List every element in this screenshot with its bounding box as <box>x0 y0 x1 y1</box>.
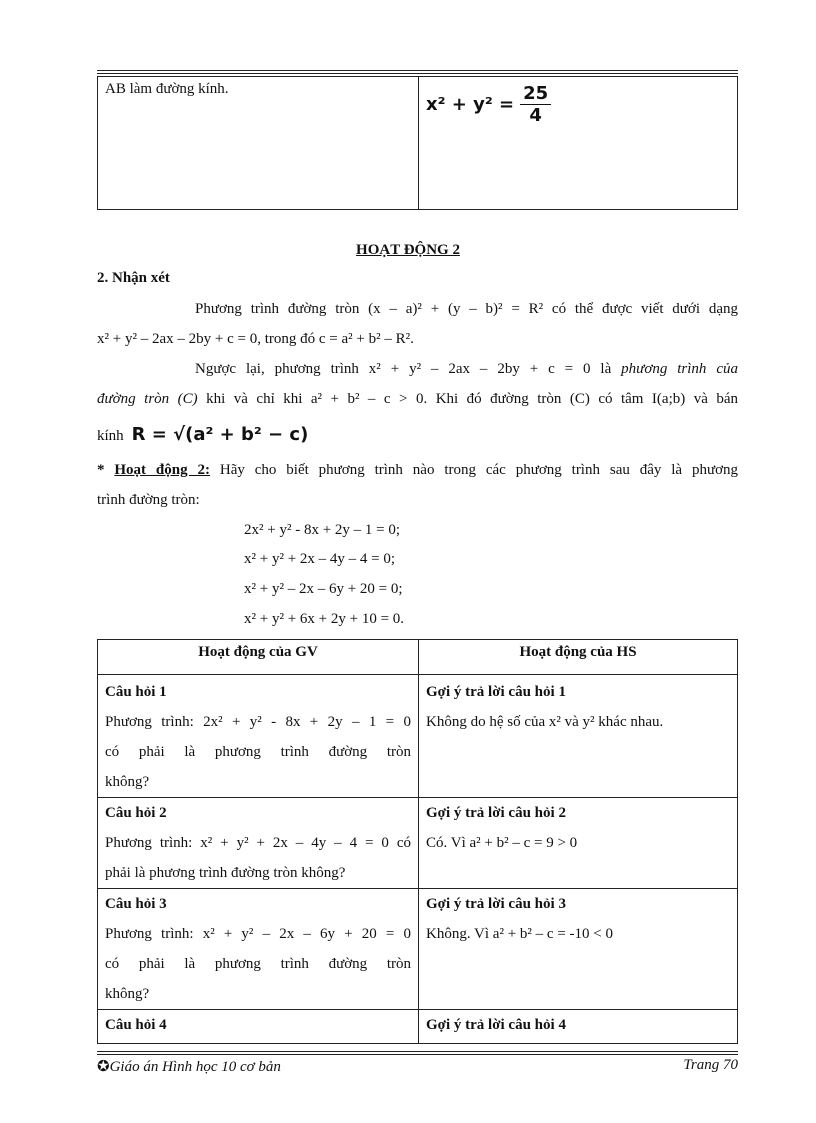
question-title: Câu hỏi 3 <box>105 896 167 912</box>
paragraph2-text: Ngược lại, phương trình x² + y² – 2ax – 2by + c = 0 là <box>195 361 622 377</box>
answer-cell <box>419 798 738 889</box>
answer-title: Gợi ý trả lời câu hỏi 3 <box>426 896 566 912</box>
answer-line: Có. Vì a² + b² – c = 9 > 0 <box>426 835 578 851</box>
circle-equation <box>426 83 730 126</box>
question-title: Câu hỏi 4 <box>105 1017 167 1033</box>
fraction <box>520 83 551 126</box>
answer-title: Gợi ý trả lời câu hỏi 1 <box>426 684 566 700</box>
equation-4: x² + y² + 6x + 2y + 10 = 0. <box>244 611 405 627</box>
answer-cell <box>419 1010 738 1044</box>
footer-star-icon: ✪ <box>97 1059 110 1075</box>
question-cell <box>98 1010 419 1044</box>
table-row <box>98 798 738 889</box>
activity-table <box>97 639 738 1044</box>
answer-line: Không do hệ số của x² và y² khác nhau. <box>426 714 664 730</box>
paragraph2-line1 <box>97 359 738 379</box>
activity-label: Hoạt động 2: <box>114 462 210 478</box>
activity-text: Hãy cho biết phương trình nào trong các phương trình sau đây là phương <box>210 462 739 478</box>
header-gv: Hoạt động của GV <box>98 640 419 675</box>
header-hs: Hoạt động của HS <box>419 640 738 675</box>
footer-rule-1 <box>97 1051 738 1052</box>
paragraph2-text-2: khi và chỉ khi a² + b² – c > 0. Khi đó đường tròn (C) có tâm I(a;b) và bán <box>197 391 739 407</box>
question-line: Phương trình: 2x² + y² - 8x + 2y – 1 = 0 <box>105 714 411 730</box>
top-table-right-cell <box>419 77 738 210</box>
question-line: không? <box>105 774 150 790</box>
formula-lhs: x² + y² = <box>426 94 515 115</box>
page-number: Trang 70 <box>683 1057 738 1073</box>
answer-line: Không. Vì a² + b² – c = -10 < 0 <box>426 926 613 942</box>
question-cell <box>98 675 419 798</box>
paragraph2-line3 <box>97 424 308 445</box>
question-cell <box>98 889 419 1010</box>
header-rule-2 <box>97 73 738 74</box>
equation-1: 2x² + y² - 8x + 2y – 1 = 0; <box>244 522 401 538</box>
paragraph2-italic-2: đường tròn (C) <box>97 391 198 407</box>
answer-cell <box>419 889 738 1010</box>
paragraph1-line1: Phương trình đường tròn (x – a)² + (y – b)² = R² có thể được viết dưới dạng <box>195 301 738 317</box>
footer <box>97 1057 738 1076</box>
table-row <box>98 1010 738 1044</box>
header-rule-1 <box>97 70 738 71</box>
question-line: không? <box>105 986 150 1002</box>
question-line: có phải là phương trình đường tròn <box>105 956 411 972</box>
fraction-numerator: 25 <box>520 83 551 105</box>
paragraph2-line2 <box>97 389 738 409</box>
section-heading: HOẠT ĐỘNG 2 <box>356 242 460 258</box>
footer-rule-2 <box>97 1054 738 1055</box>
question-title: Câu hỏi 2 <box>105 805 167 821</box>
radius-formula: R = √(a² + b² − c) <box>131 424 309 445</box>
fraction-denominator: 4 <box>529 105 542 126</box>
radius-prefix: kính <box>97 428 124 444</box>
table-row <box>98 675 738 798</box>
footer-title: Giáo án Hình học 10 cơ bản <box>109 1059 281 1075</box>
subsection-title: 2. Nhận xét <box>97 270 170 286</box>
activity-line2: trình đường tròn: <box>97 492 200 508</box>
paragraph2-italic: phương trình của <box>621 361 738 377</box>
question-line: có phải là phương trình đường tròn <box>105 744 411 760</box>
question-title: Câu hỏi 1 <box>105 684 167 700</box>
question-line: Phương trình: x² + y² – 2x – 6y + 20 = 0 <box>105 926 411 942</box>
top-table-left-cell: AB làm đường kính. <box>98 77 419 210</box>
paragraph1-line2: x² + y² – 2ax – 2by + c = 0, trong đó c = a² + b² – R². <box>97 331 414 347</box>
activity-star: * <box>97 462 115 478</box>
table-header-row <box>98 640 738 675</box>
question-line: Phương trình: x² + y² + 2x – 4y – 4 = 0 có <box>105 835 411 851</box>
table-row <box>98 889 738 1010</box>
activity-line1 <box>97 460 738 480</box>
top-table <box>97 76 738 210</box>
answer-title: Gợi ý trả lời câu hỏi 4 <box>426 1017 566 1033</box>
answer-title: Gợi ý trả lời câu hỏi 2 <box>426 805 566 821</box>
question-cell <box>98 798 419 889</box>
answer-cell <box>419 675 738 798</box>
equation-3: x² + y² – 2x – 6y + 20 = 0; <box>244 581 403 597</box>
equation-2: x² + y² + 2x – 4y – 4 = 0; <box>244 551 396 567</box>
question-line: phải là phương trình đường tròn không? <box>105 865 346 881</box>
